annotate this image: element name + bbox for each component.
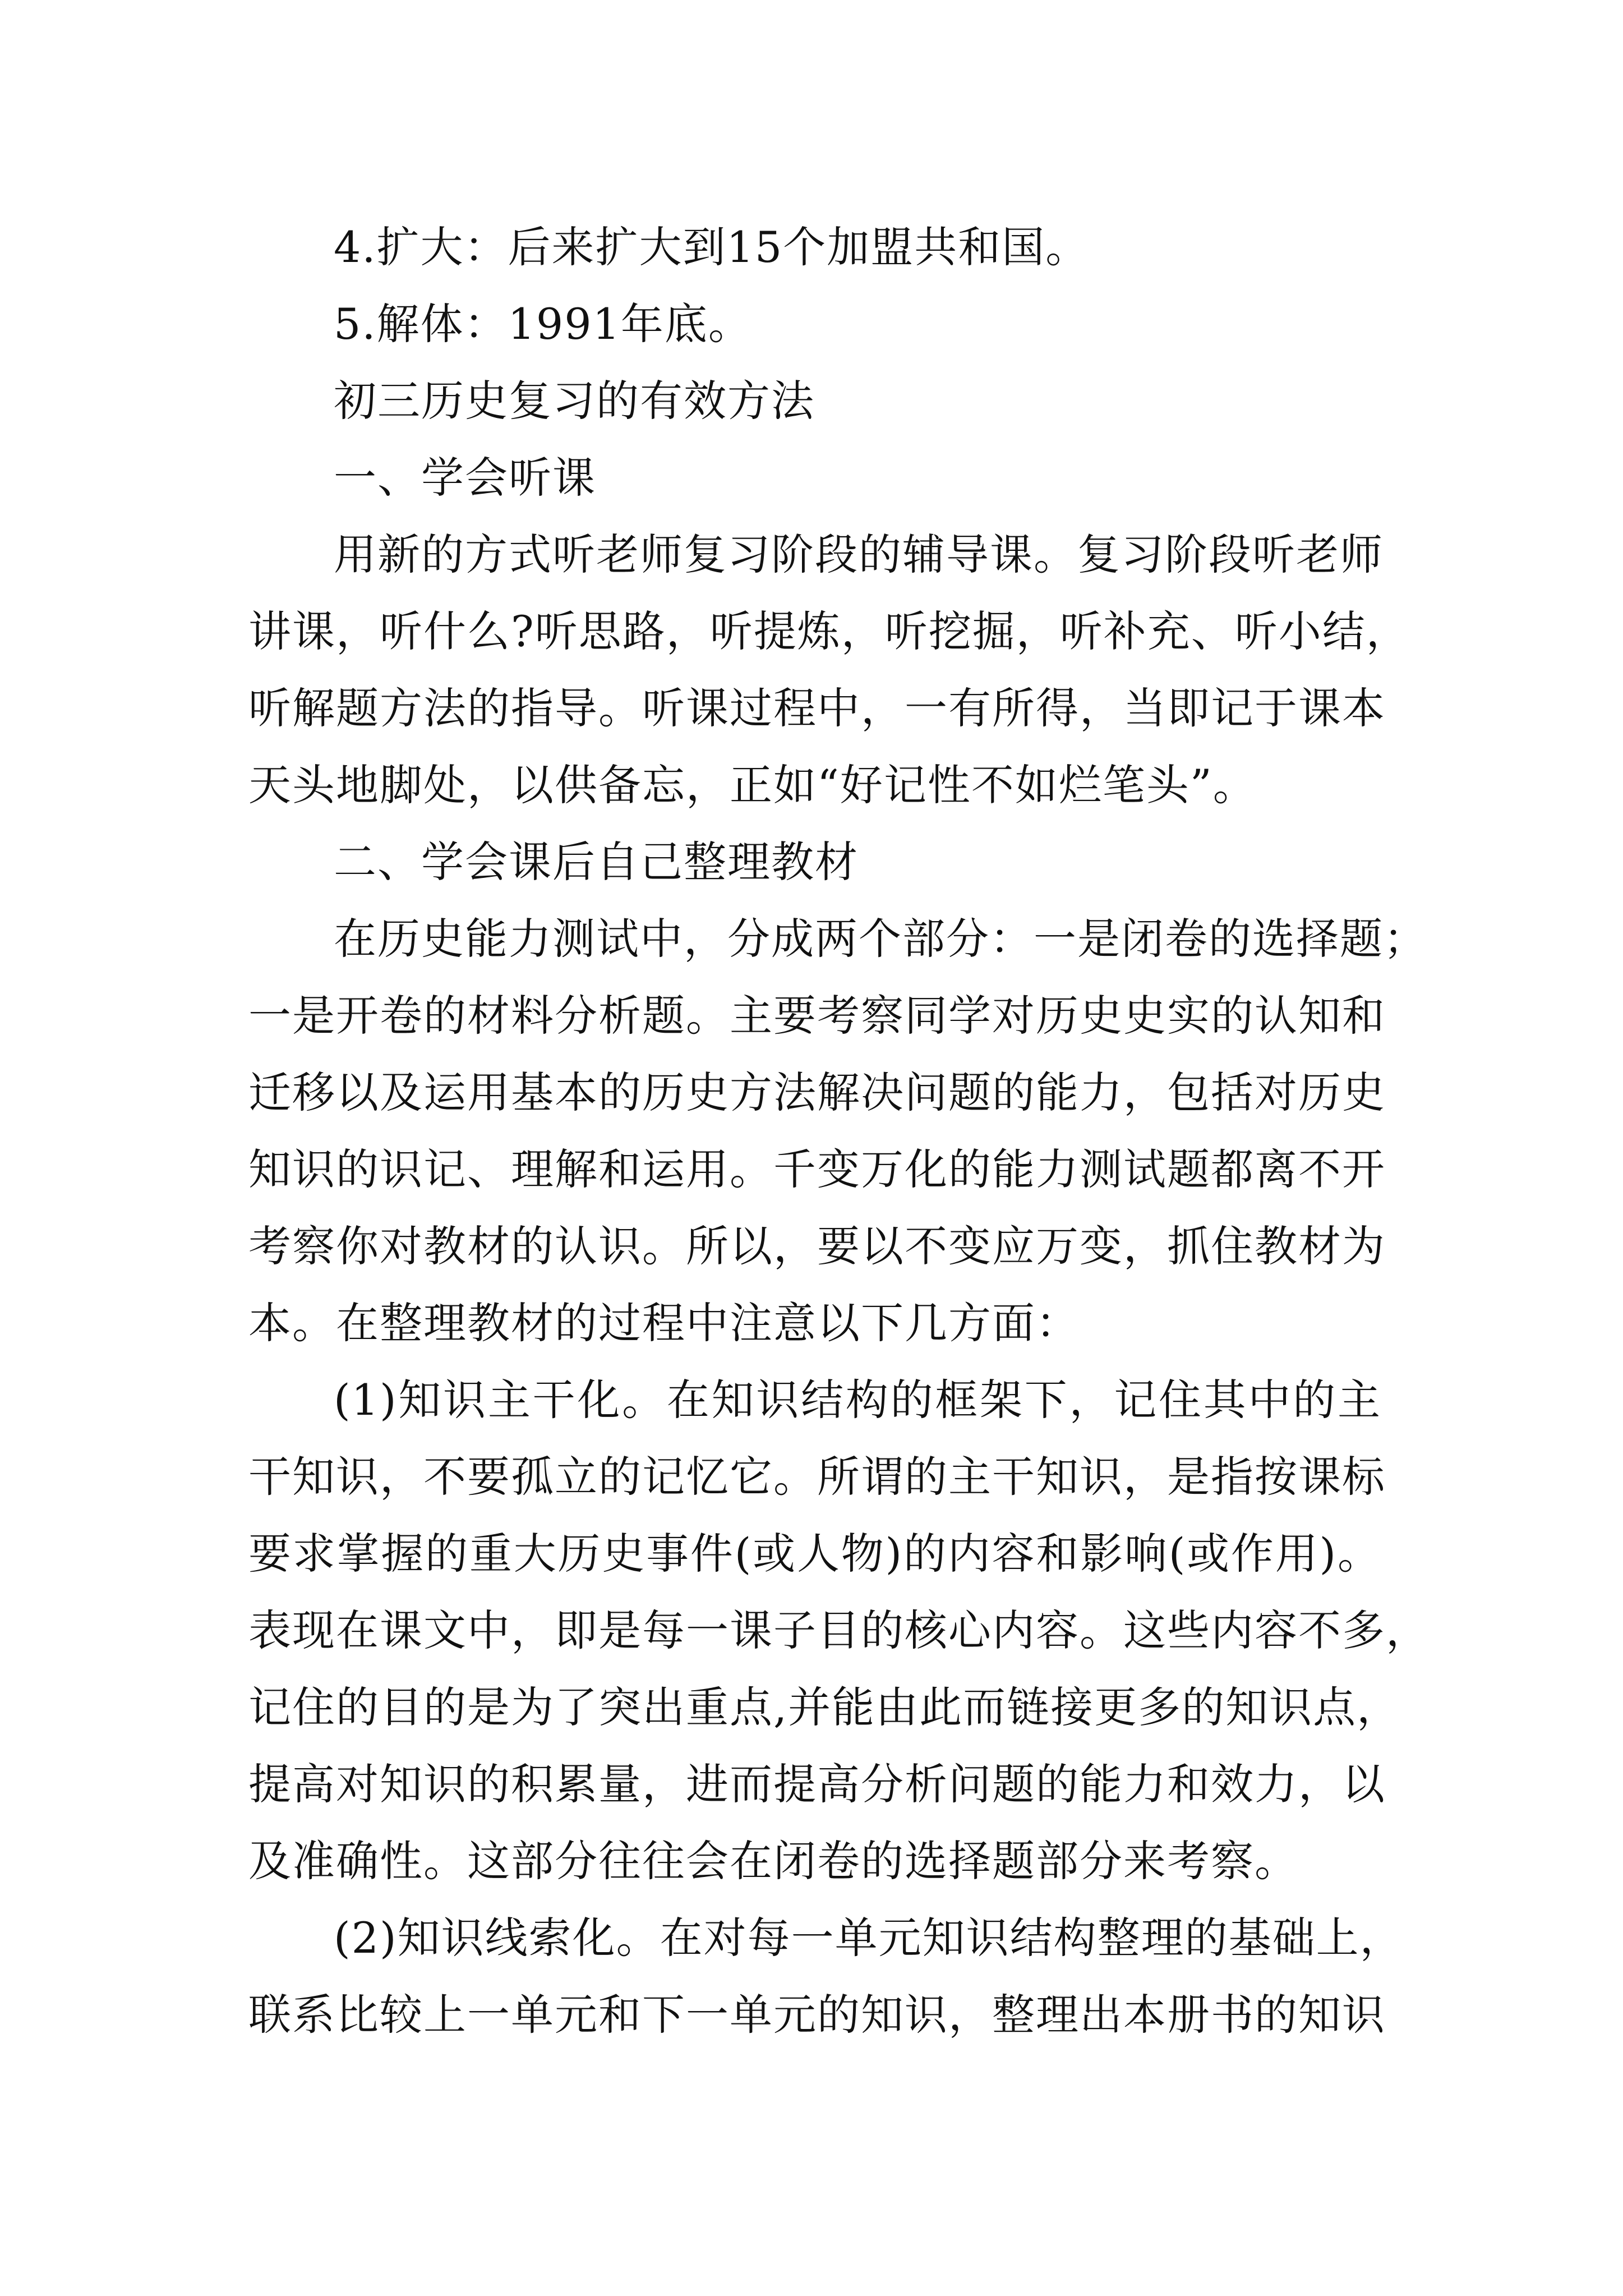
heading-organize-textbook: 二、学会课后自己整理教材 (334, 837, 859, 887)
paragraph-line: 一是开卷的材料分析题。主要考察同学对历史史实的认知和 (248, 991, 1386, 1041)
paragraph-line: 及准确性。这部分往往会在闭卷的选择题部分来考察。 (248, 1836, 1298, 1886)
paragraph-line: 本。在整理教材的过程中注意以下几方面： (248, 1298, 1080, 1348)
paragraph-line: 要求掌握的重大历史事件(或人物)的内容和影响(或作用)。 (248, 1529, 1381, 1579)
paragraph-line: 干知识，不要孤立的记忆它。所谓的主干知识，是指按课标 (248, 1452, 1386, 1502)
paragraph-line: 天头地脚处，以供备忘，正如“好记性不如烂笔头”。 (248, 760, 1257, 810)
paragraph-line: 记住的目的是为了突出重点,并能由此而链接更多的知识点， (248, 1682, 1401, 1732)
paragraph-line: 用新的方式听老师复习阶段的辅导课。复习阶段听老师 (334, 530, 1384, 579)
paragraph-line: 听解题方法的指导。听课过程中，一有所得，当即记于课本 (248, 683, 1386, 733)
paragraph-line: 提高对知识的积累量，进而提高分析问题的能力和效力，以 (248, 1759, 1386, 1809)
text-line-dissolution: 5.解体：1991年底。 (334, 299, 752, 349)
paragraph-line: 表现在课文中，即是每一课子目的核心内容。这些内容不多， (248, 1605, 1430, 1655)
paragraph-line: 在历史能力测试中，分成两个部分：一是闭卷的选择题； (334, 914, 1427, 964)
section-title: 初三历史复习的有效方法 (334, 376, 815, 426)
paragraph-line: 考察你对教材的认识。所以，要以不变应万变，抓住教材为 (248, 1221, 1386, 1271)
heading-learn-listening: 一、学会听课 (334, 453, 596, 503)
paragraph-line: 迁移以及运用基本的历史方法解决问题的能力，包括对历史 (248, 1068, 1386, 1117)
text-line-expansion: 4.扩大：后来扩大到15个加盟共和国。 (334, 222, 1090, 272)
paragraph-line: 知识的识记、理解和运用。千变万化的能力测试题都离不开 (248, 1144, 1386, 1194)
document-body (248, 209, 1430, 2053)
paragraph-line: (1)知识主干化。在知识结构的框架下，记住其中的主 (334, 1375, 1381, 1425)
paragraph-line: (2)知识线索化。在对每一单元知识结构整理的基础上， (334, 1913, 1404, 1963)
paragraph-line: 联系比较上一单元和下一单元的知识，整理出本册书的知识 (248, 1990, 1386, 2040)
paragraph-line: 讲课，听什么?听思路，听提炼，听挖掘，听补充、听小结， (248, 606, 1410, 656)
